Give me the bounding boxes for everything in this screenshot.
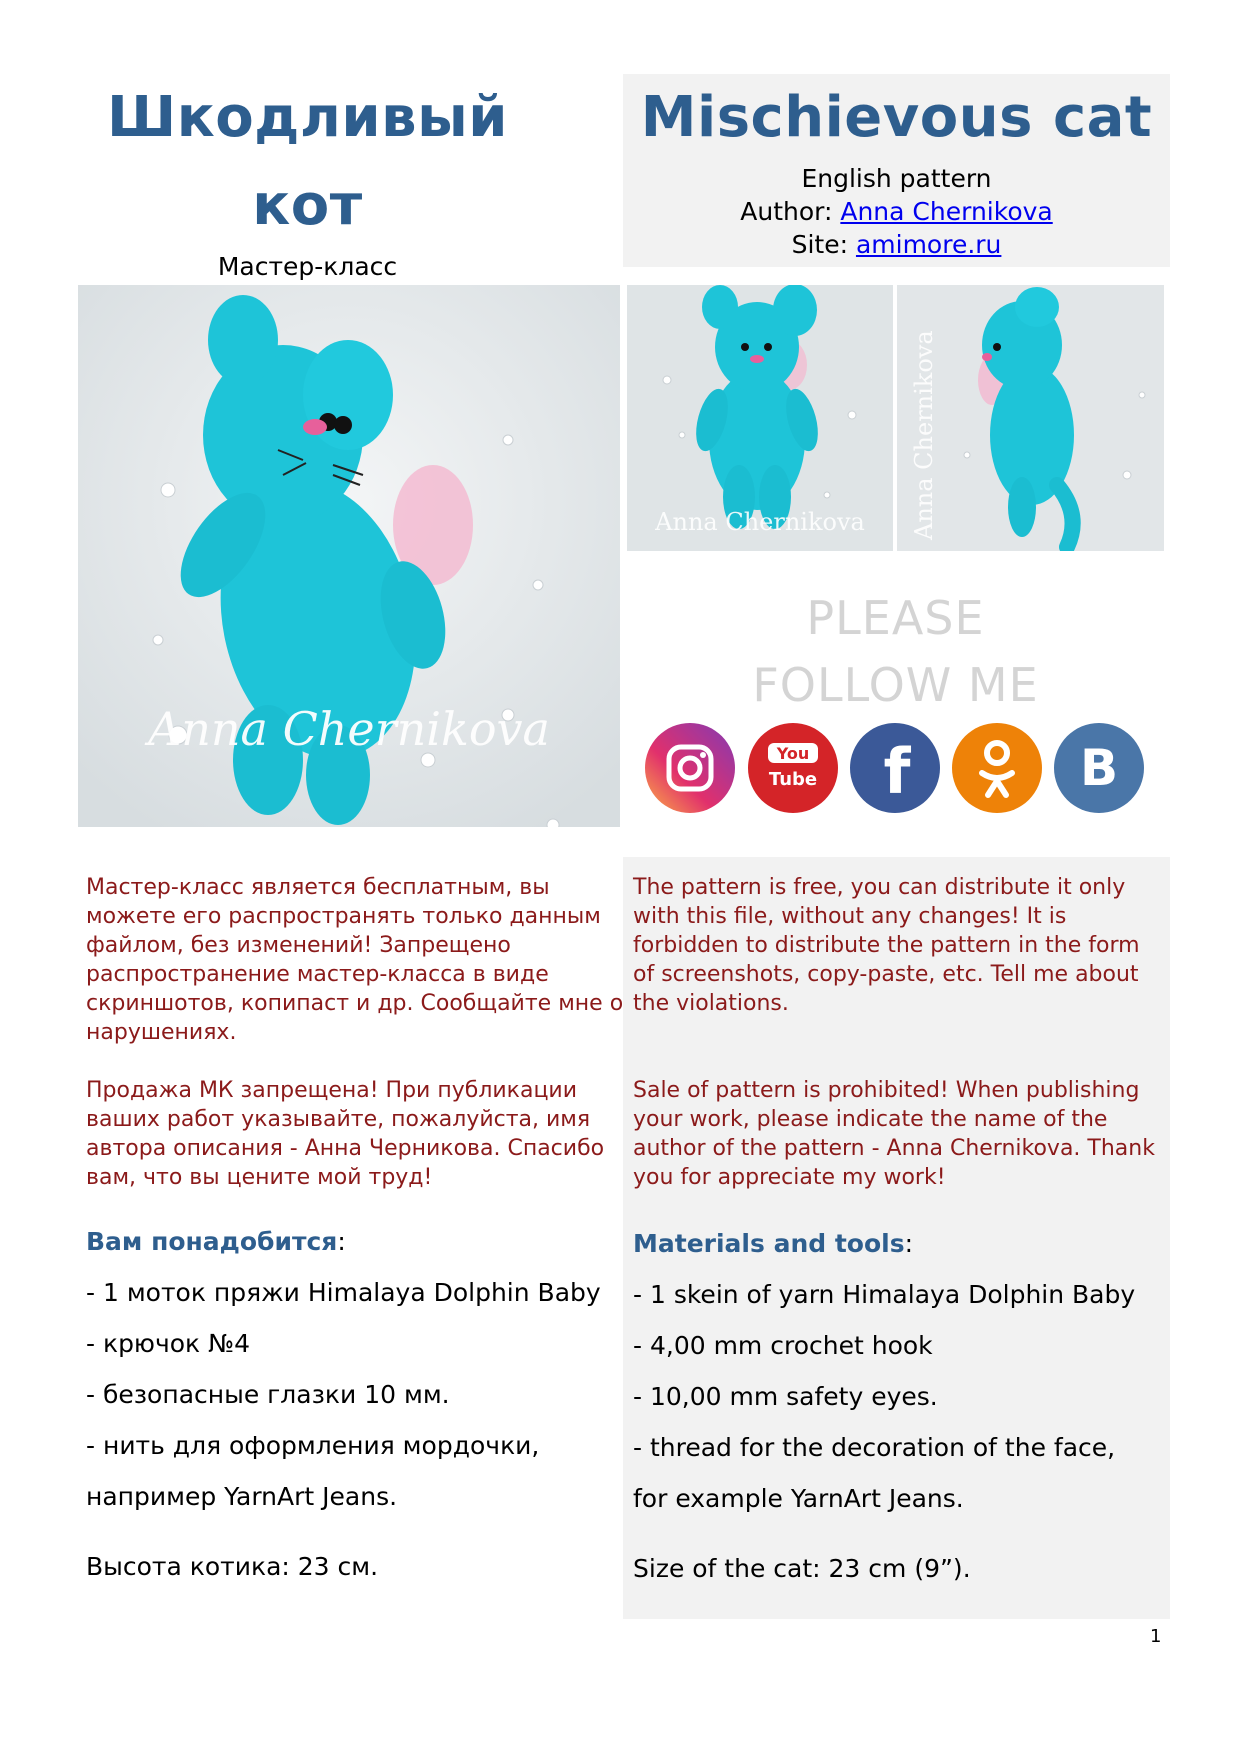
site-link-english[interactable]: amimore.ru	[855, 230, 1002, 259]
facebook-icon[interactable]	[850, 723, 940, 813]
materials-list-english	[633, 1269, 1163, 1524]
cat-size-russian: Высота котика: 23 см.	[86, 1552, 379, 1581]
materials-heading-text-english: Materials and tools	[633, 1229, 905, 1258]
notice-english-p1: The pattern is free, you can distribute it only with this file, without any changes! It is forbidden to distribute the pattern in the form of screenshots, copy-paste, etc. Tell me about the violations.	[633, 875, 1140, 1016]
materials-item-russian: - 1 моток пряжи Himalaya Dolphin Baby	[86, 1278, 601, 1307]
main-cat-photo	[78, 285, 620, 827]
front-cat-photo	[627, 285, 893, 551]
cat-size-english: Size of the cat: 23 cm (9”).	[633, 1554, 971, 1583]
header-english	[623, 74, 1170, 267]
vk-icon[interactable]	[1054, 723, 1144, 813]
author-label-english: Author:	[740, 197, 841, 226]
notice-russian-p1: Мастер-класс является бесплатным, вы можете его распространять только данным файлом, без изменений! Запрещено распространение мастер-класса в виде скриншотов, копипаст и др. Сообщайте мне о нарушениях.	[86, 875, 624, 1045]
title-russian: Шкодливый кот	[107, 85, 508, 238]
youtube-icon[interactable]	[748, 723, 838, 813]
materials-item-english: for example YarnArt Jeans.	[633, 1484, 964, 1513]
materials-heading-english	[633, 1227, 1163, 1261]
watermark-side: Anna Chernikova	[910, 330, 938, 540]
materials-heading-text-russian: Вам понадобится	[86, 1227, 338, 1256]
odnoklassniki-icon[interactable]	[952, 723, 1042, 813]
follow-me-text	[627, 585, 1164, 719]
youtube-you-text: You	[776, 744, 810, 763]
author-link-english[interactable]: Anna Chernikova	[840, 197, 1053, 226]
subtitle-russian: Мастер-класс	[217, 252, 398, 281]
materials-item-russian: например YarnArt Jeans.	[86, 1482, 398, 1511]
watermark-front: Anna Chernikova	[655, 508, 865, 536]
facebook-letter: f	[883, 735, 911, 808]
follow-line-2: FOLLOW ME	[752, 658, 1039, 712]
materials-item-english: - 10,00 mm safety eyes.	[633, 1382, 938, 1411]
materials-item-russian: - безопасные глазки 10 мм.	[86, 1380, 450, 1409]
watermark-main: Anna Chernikova	[148, 702, 550, 756]
page-number: 1	[1150, 1626, 1162, 1647]
materials-heading-colon-english: :	[904, 1229, 914, 1258]
materials-item-russian: - нить для оформления мордочки,	[86, 1431, 540, 1460]
materials-english	[633, 1227, 1163, 1586]
vk-letter: B	[1079, 739, 1119, 797]
materials-russian	[86, 1225, 626, 1584]
materials-heading-colon-russian: :	[337, 1227, 346, 1256]
title-english: Mischievous cat	[640, 85, 1153, 150]
site-line-english	[623, 228, 1170, 261]
subtitle-english: English pattern	[801, 164, 992, 193]
materials-list-russian	[86, 1267, 626, 1522]
notice-english-p2: Sale of pattern is prohibited! When publishing your work, please indicate the name of the author of the pattern - Anna Chernikova. Thank you for appreciate my work!	[633, 1078, 1155, 1190]
youtube-tube-text: Tube	[768, 769, 818, 790]
materials-item-english: - 1 skein of yarn Himalaya Dolphin Baby	[633, 1280, 1136, 1309]
site-label-english: Site:	[791, 230, 856, 259]
follow-line-1: PLEASE	[806, 591, 985, 645]
notice-russian-p2: Продажа МК запрещена! При публикации ваших работ указывайте, пожалуйста, имя автора описания - Анна Черникова. Спасибо вам, что вы цените мой труд!	[86, 1078, 605, 1190]
materials-item-english: - thread for the decoration of the face,	[633, 1433, 1116, 1462]
author-line-english	[623, 195, 1170, 228]
instagram-icon[interactable]	[645, 723, 735, 813]
materials-heading-russian	[86, 1225, 626, 1259]
side-cat-photo	[897, 285, 1164, 551]
materials-item-russian: - крючок №4	[86, 1329, 251, 1358]
materials-item-english: - 4,00 mm crochet hook	[633, 1331, 933, 1360]
